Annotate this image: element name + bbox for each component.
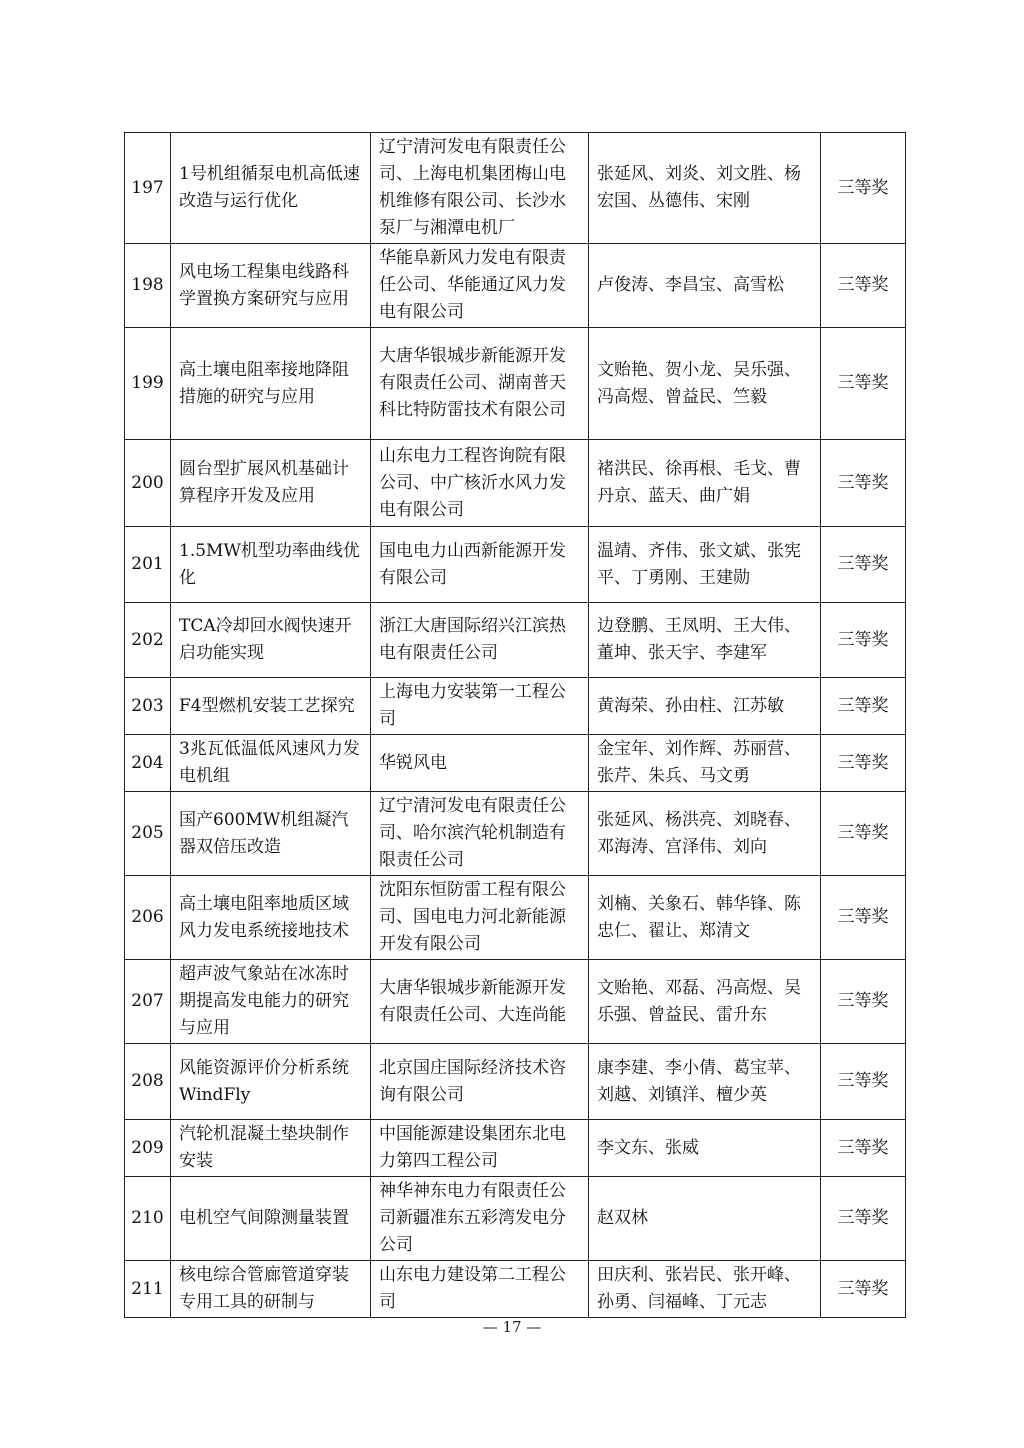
project-name: 超声波气象站在冰冻时期提高发电能力的研究与应用 [171, 960, 371, 1044]
project-name: 风电场工程集电线路科学置换方案研究与应用 [171, 244, 371, 328]
table-row [125, 244, 906, 328]
people-names: 温靖、齐伟、张文斌、张宪平、丁勇刚、王建勋 [589, 527, 821, 603]
award-level: 三等奖 [821, 1177, 906, 1261]
award-level: 三等奖 [821, 244, 906, 328]
project-name: 国产600MW机组凝汽器双倍压改造 [171, 792, 371, 876]
unit-name: 沈阳东恒防雷工程有限公司、国电电力河北新能源开发有限公司 [371, 876, 589, 960]
project-name: 高土壤电阻率地质区域风力发电系统接地技术 [171, 876, 371, 960]
row-number: 206 [125, 876, 171, 960]
table-row [125, 1120, 906, 1177]
people-names: 张延风、杨洪亮、刘晓春、邓海涛、宫泽伟、刘向 [589, 792, 821, 876]
table-row [125, 527, 906, 603]
people-names: 边登鹏、王凤明、王大伟、董坤、张天宇、李建军 [589, 603, 821, 678]
project-name: 核电综合管廊管道穿装专用工具的研制与 [171, 1261, 371, 1318]
unit-name: 华锐风电 [371, 735, 589, 792]
project-name: 风能资源评价分析系统WindFly [171, 1044, 371, 1120]
table-row [125, 735, 906, 792]
unit-name: 山东电力建设第二工程公司 [371, 1261, 589, 1318]
unit-name: 北京国庄国际经济技术咨询有限公司 [371, 1044, 589, 1120]
award-level: 三等奖 [821, 1120, 906, 1177]
unit-name: 辽宁清河发电有限责任公司、上海电机集团梅山电机维修有限公司、长沙水泵厂与湘潭电机厂 [371, 133, 589, 244]
award-level: 三等奖 [821, 527, 906, 603]
people-names: 金宝年、刘作辉、苏丽营、张芹、朱兵、马文勇 [589, 735, 821, 792]
project-name: 1号机组循泵电机高低速改造与运行优化 [171, 133, 371, 244]
table-row [125, 1177, 906, 1261]
award-level: 三等奖 [821, 735, 906, 792]
table-row [125, 1261, 906, 1318]
row-number: 200 [125, 440, 171, 527]
award-level: 三等奖 [821, 440, 906, 527]
award-level: 三等奖 [821, 328, 906, 440]
table-row [125, 876, 906, 960]
award-level: 三等奖 [821, 133, 906, 244]
row-number: 207 [125, 960, 171, 1044]
award-level: 三等奖 [821, 876, 906, 960]
table-row [125, 133, 906, 244]
row-number: 201 [125, 527, 171, 603]
row-number: 204 [125, 735, 171, 792]
unit-name: 国电电力山西新能源开发有限公司 [371, 527, 589, 603]
awards-table [124, 132, 906, 1318]
unit-name: 神华神东电力有限责任公司新疆准东五彩湾发电分公司 [371, 1177, 589, 1261]
people-names: 黄海荣、孙由柱、江苏敏 [589, 678, 821, 735]
unit-name: 山东电力工程咨询院有限公司、中广核沂水风力发电有限公司 [371, 440, 589, 527]
awards-table-body [125, 133, 906, 1318]
award-level: 三等奖 [821, 678, 906, 735]
table-row [125, 960, 906, 1044]
page-number: — 17 — [482, 1318, 542, 1336]
people-names: 文贻艳、邓磊、冯高煜、吴乐强、曾益民、雷升东 [589, 960, 821, 1044]
row-number: 203 [125, 678, 171, 735]
table-row [125, 1044, 906, 1120]
unit-name: 上海电力安装第一工程公司 [371, 678, 589, 735]
award-level: 三等奖 [821, 792, 906, 876]
table-row [125, 440, 906, 527]
row-number: 198 [125, 244, 171, 328]
table-row [125, 328, 906, 440]
project-name: 圆台型扩展风机基础计算程序开发及应用 [171, 440, 371, 527]
table-row [125, 603, 906, 678]
award-level: 三等奖 [821, 960, 906, 1044]
people-names: 卢俊涛、李昌宝、高雪松 [589, 244, 821, 328]
people-names: 刘楠、关象石、韩华锋、陈忠仁、翟让、郑清文 [589, 876, 821, 960]
people-names: 田庆利、张岩民、张开峰、孙勇、闫福峰、丁元志 [589, 1261, 821, 1318]
row-number: 211 [125, 1261, 171, 1318]
project-name: F4型燃机安装工艺探究 [171, 678, 371, 735]
people-names: 文贻艳、贺小龙、吴乐强、冯高煜、曾益民、竺毅 [589, 328, 821, 440]
row-number: 197 [125, 133, 171, 244]
table-row [125, 792, 906, 876]
project-name: 电机空气间隙测量装置 [171, 1177, 371, 1261]
project-name: 1.5MW机型功率曲线优化 [171, 527, 371, 603]
unit-name: 辽宁清河发电有限责任公司、哈尔滨汽轮机制造有限责任公司 [371, 792, 589, 876]
unit-name: 大唐华银城步新能源开发有限责任公司、湖南普天科比特防雷技术有限公司 [371, 328, 589, 440]
people-names: 赵双林 [589, 1177, 821, 1261]
row-number: 199 [125, 328, 171, 440]
row-number: 205 [125, 792, 171, 876]
unit-name: 浙江大唐国际绍兴江滨热电有限责任公司 [371, 603, 589, 678]
unit-name: 华能阜新风力发电有限责任公司、华能通辽风力发电有限公司 [371, 244, 589, 328]
unit-name: 中国能源建设集团东北电力第四工程公司 [371, 1120, 589, 1177]
row-number: 208 [125, 1044, 171, 1120]
people-names: 康李建、李小倩、葛宝苹、刘越、刘镇洋、檀少英 [589, 1044, 821, 1120]
project-name: 3兆瓦低温低风速风力发电机组 [171, 735, 371, 792]
award-level: 三等奖 [821, 603, 906, 678]
people-names: 李文东、张威 [589, 1120, 821, 1177]
row-number: 202 [125, 603, 171, 678]
award-level: 三等奖 [821, 1044, 906, 1120]
table-row [125, 678, 906, 735]
people-names: 褚洪民、徐再根、毛戈、曹丹京、蓝天、曲广娟 [589, 440, 821, 527]
row-number: 209 [125, 1120, 171, 1177]
row-number: 210 [125, 1177, 171, 1261]
unit-name: 大唐华银城步新能源开发有限责任公司、大连尚能 [371, 960, 589, 1044]
project-name: 高土壤电阻率接地降阻措施的研究与应用 [171, 328, 371, 440]
people-names: 张延风、刘炎、刘文胜、杨宏国、丛德伟、宋刚 [589, 133, 821, 244]
project-name: TCA冷却回水阀快速开启功能实现 [171, 603, 371, 678]
project-name: 汽轮机混凝土垫块制作安装 [171, 1120, 371, 1177]
award-level: 三等奖 [821, 1261, 906, 1318]
